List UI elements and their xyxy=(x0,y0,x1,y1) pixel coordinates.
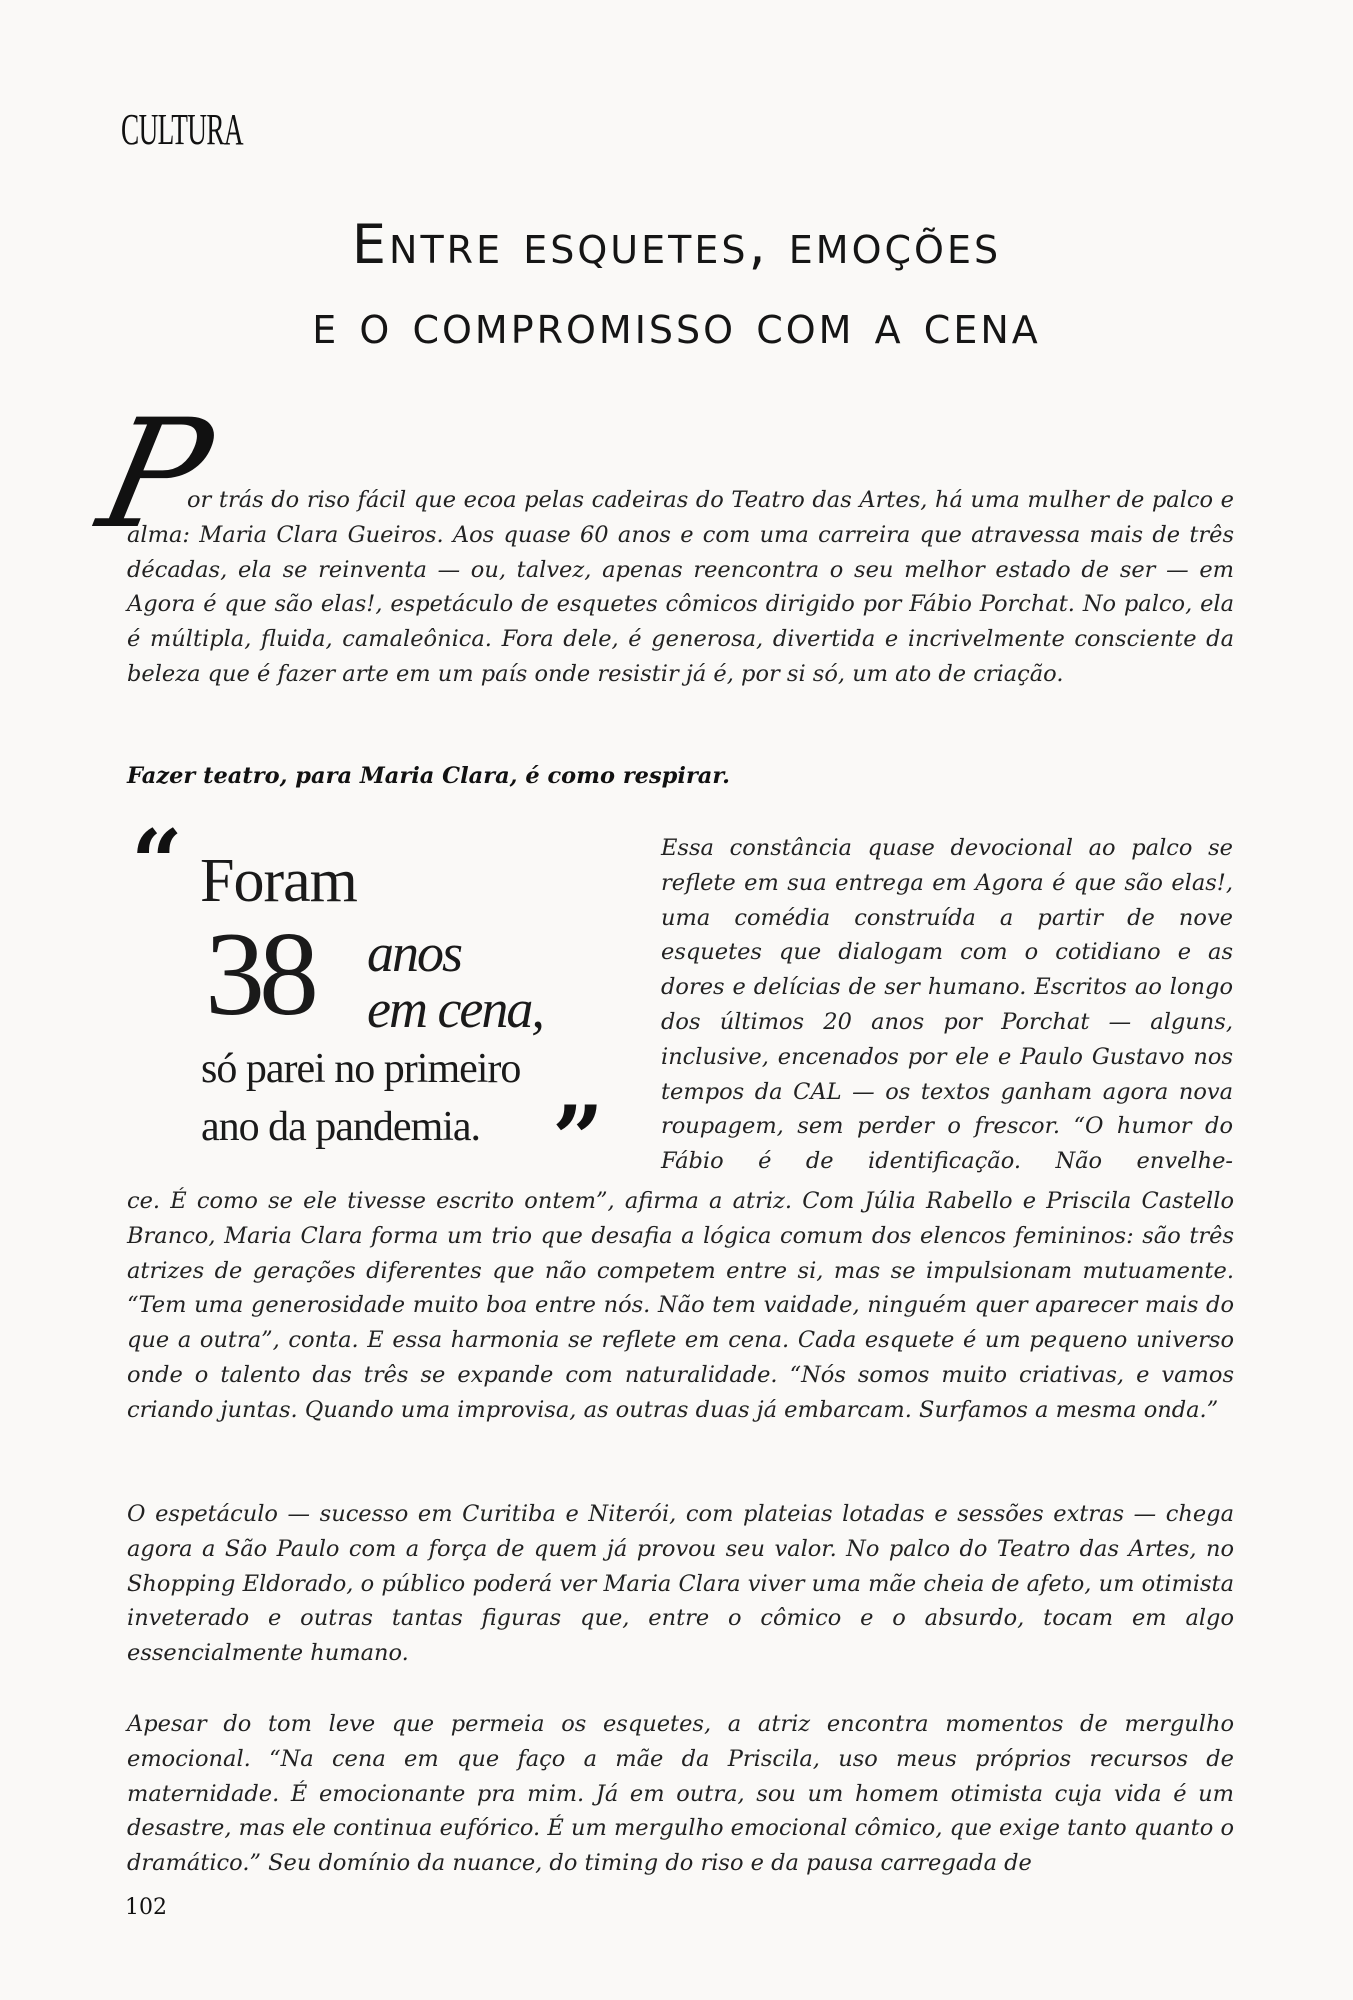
drop-cap: P xyxy=(86,388,225,562)
pull-quote-line-2: ano da pandemia. xyxy=(201,1104,481,1150)
article-title xyxy=(0,205,1353,365)
paragraph-3-text: Apesar do tom leve que permeia os esquetes, a atriz encontra momentos de mergulho emocional. “Na cena em que faço a mãe da Priscila, uso meus próprios recursos de maternidade. É emocionante pra mim. Já em outra, sou um homem otimista cuja vida é um desastre, mas ele continua eufórico. É um mergulho emocional cômico, que exige tanto quanto o dramático.” Seu domínio da nuance, do timing do riso e da pausa carregada de xyxy=(127,1711,1234,1877)
pull-quote-em-cena: em cena, xyxy=(367,979,543,1039)
page-number: 102 xyxy=(125,1895,167,1920)
pull-quote-anos: anos xyxy=(367,923,462,983)
right-column xyxy=(661,831,1233,1179)
title-line-2: e o compromisso com a cena xyxy=(312,293,1041,356)
paragraph-2 xyxy=(127,1497,1234,1671)
intro-paragraph xyxy=(127,483,1234,692)
continued-paragraph xyxy=(127,1184,1234,1428)
right-column-text: Essa constância quase devocional ao palco se reflete em sua entrega em Agora é que são elas!, uma comédia construída a partir de nove esquetes que dialogam com o cotidiano e as dores e delícias de ser humano. Escritos ao longo dos últimos 20 anos por Porchat — alguns, inclusive, encenados por ele e Paulo Gustavo nos tempos da CAL — os textos ganham agora nova roupagem, sem perder o frescor. “O humor do Fábio é de identificação. Não envelhe- xyxy=(661,835,1233,1175)
pull-quote-foram: Foram xyxy=(200,847,357,915)
continued-text: ce. É como se ele tivesse escrito ontem”, afirma a atriz. Com Júlia Rabello e Priscila Castello Branco, Maria Clara forma um trio que desafia a lógica comum dos elencos femininos: são três atrizes de gerações diferentes que não competem entre si, mas se impulsionam mutuamente. “Tem uma generosidade muito boa entre nós. Não tem vaidade, ninguém quer aparecer mais do que a outra”, conta. E essa harmonia se reflete em cena. Cada esquete é um pequeno universo onde o talento das três se expande com naturalidade. “Nós somos muito criativas, e vamos criando juntas. Quando uma improvisa, as outras duas já embarcam. Surfamos a mesma onda.” xyxy=(127,1188,1234,1423)
paragraph-2-text: O espetáculo — sucesso em Curitiba e Niterói, com plateias lotadas e sessões extras — chega agora a São Paulo com a força de quem já provou seu valor. No palco do Teatro das Artes, no Shopping Eldorado, o público poderá ver Maria Clara viver uma mãe cheia de afeto, um otimista inveterado e outras tantas figuras que, entre o cômico e o absurdo, tocam em algo essencialmente humano. xyxy=(127,1501,1234,1667)
open-quote-mark: “ xyxy=(131,810,183,916)
title-line-1: Entre esquetes, emoções xyxy=(351,213,1002,276)
pull-quote-line-1: só parei no primeiro xyxy=(201,1046,521,1092)
intro-text: or trás do riso fácil que ecoa pelas cadeiras do Teatro das Artes, há uma mulher de palco e alma: Maria Clara Gueiros. Aos quase 60 anos e com uma carreira que atravessa mais de três décadas, ela se reinventa — ou, talvez, apenas reencontra o seu melhor estado de ser — em Agora é que são elas!, espetáculo de esquetes cômicos dirigido por Fábio Porchat. No palco, ela é múltipla, fluida, camaleônica. Fora dele, é generosa, divertida e incrivelmente consciente da beleza que é fazer arte em um país onde resistir já é, por si só, um ato de criação. xyxy=(127,487,1234,687)
close-quote-mark: ” xyxy=(552,1086,604,1192)
paragraph-3 xyxy=(127,1707,1234,1881)
pull-quote xyxy=(127,810,627,1192)
pull-quote-number: 38 xyxy=(205,907,313,1040)
lead-sentence: Fazer teatro, para Maria Clara, é como respirar. xyxy=(127,763,730,789)
section-label: CULTURA xyxy=(121,105,243,154)
